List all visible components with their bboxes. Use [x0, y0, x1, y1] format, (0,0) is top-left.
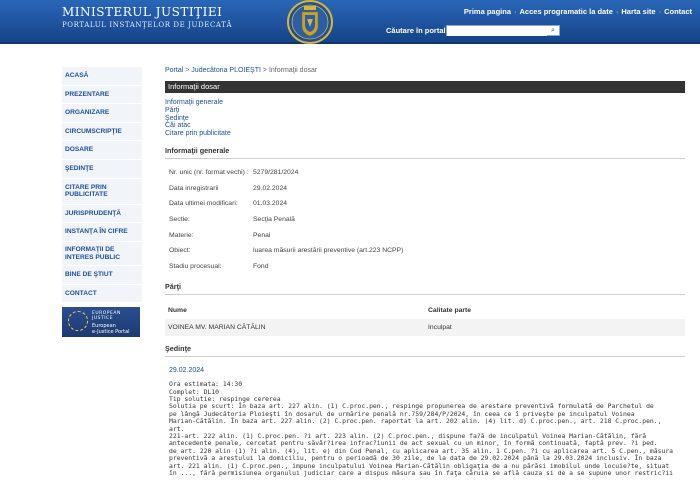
parti-section-title: Părţi [165, 282, 685, 295]
session-details: Ora estimata: 14:30 Complet: DL10 Tip solutie: respinge cererea Solutia pe scurt: În baza art. 227 alin. (1) C.proc.pen., respinge propunerea de arestare preventivă formulată de Parchetul de pe lângă Judecătoria Ploieşti în dosarul de urmărire penală nr.759/284/P/2024, în ceea ce î priveşte pe inculpatul Voinea Marian-Cătălin. În baza art. 227 alin. (2) C.proc.pen. raportat la art. 202 alin. (4) lit. d) C.proc.pen., art. 218 C.proc.pen., art. 221-art. 222 alin. (1) C.proc.pen. ?i art. 223 alin. (2) C.proc.pen., dispune fa?ă de inculpatul Voinea Marian-Cătălin, fără antecedente penale, cercetat pentru săvâr?irea infrac?iunii de act sexual cu un minor, în formă continuată, faptă prev. ?i ped. de art. 220 alin (1) ?i alin. (4), lit. e) din Cod Penal, cu aplicarea art. 35 alin. 1 C.pen. ?i cu aplicarea art. 5 C.pen., măsura preventivă a arestului la domiciliu, pentru o perioadă de 30 zile, de la data de 29.02.2024 până la 29.03.2024 inclusiv. În baza art. 221 alin. (1) C.proc.pen., impune inculpatului Voinea Marian-Cătălin obligaţia de a nu părăsi imobilul unde locuie?te, situat în ..., fără permisiunea organului judiciar care a dispus măsura sau în faţa căruia se află cauza si de a se supune unor restric?ii [169, 380, 674, 478]
banner-bottom-text: European e-Justice Portal [92, 323, 130, 336]
nav-programmatic-access[interactable]: Acces programatic la date [519, 7, 613, 16]
parti-table [165, 302, 685, 336]
table-row: Sectie: Secţia Penală [169, 216, 295, 224]
breadcrumb-current: Informaţii dosar [268, 67, 318, 74]
sidebar-item-prezentare[interactable]: PREZENTARE [62, 86, 142, 105]
table-row: Stadiu procesual: Fond [169, 262, 269, 270]
table-row [165, 319, 685, 336]
main-content [165, 67, 685, 477]
site-header [0, 0, 700, 44]
session-date[interactable]: 29.02.2024 [169, 367, 205, 375]
table-row: Obiect: luarea măsurii arestării preventive (art.223 NCPP) [169, 247, 404, 255]
link-cai-atac[interactable]: Căi atac [165, 122, 191, 130]
party-role: Inculpat [425, 319, 685, 336]
column-header-name: Nume [165, 302, 425, 319]
nav-sitemap[interactable]: Harta site [621, 7, 656, 16]
sidebar-item-contact[interactable]: CONTACT [62, 285, 142, 304]
sidebar-item-sedinte[interactable]: ŞEDINŢE [62, 160, 142, 179]
quick-links [165, 99, 685, 138]
nav-contact[interactable]: Contact [664, 7, 692, 16]
sidebar-item-organizare[interactable]: ORGANIZARE [62, 104, 142, 123]
breadcrumb: Portal > Judecătoria PLOIEŞTI > Informaţii dosar [165, 67, 318, 74]
link-sedinte[interactable]: Şedinţe [165, 114, 189, 122]
sidebar-item-jurisprudenta[interactable]: JURISPRUDENŢĂ [62, 205, 142, 224]
link-informatii-generale[interactable]: Informaţii generale [165, 99, 223, 106]
breadcrumb-court[interactable]: Judecătoria PLOIEŞTI [191, 67, 261, 74]
eu-stars-icon [68, 311, 88, 331]
search-icon[interactable]: ⌕ [551, 26, 555, 34]
table-row: Data inregistrarii 29.02.2024 [169, 184, 288, 192]
table-row: Nr. unic (nr. format vechi) : 5279/281/2024 [169, 169, 299, 177]
search-input[interactable] [447, 27, 547, 36]
general-section-title: Informaţii generale [165, 146, 685, 159]
site-subtitle: PORTALUL INSTANŢELOR DE JUDECATĂ [62, 21, 233, 29]
link-citare[interactable]: Citare prin publicitate [165, 130, 231, 138]
table-row: Data ultimei modificari: 01.03.2024 [169, 200, 288, 208]
sidebar-item-circumscriptie[interactable]: CIRCUMSCRIPŢIE [62, 123, 142, 142]
banner-top-text: EUROPEAN JUSTICE [92, 311, 121, 322]
brand[interactable] [62, 6, 232, 29]
site-title: MINISTERUL JUSTIŢIEI [62, 5, 223, 19]
sidebar-item-citare[interactable]: CITARE PRIN PUBLICITATE [62, 179, 142, 205]
top-navigation: Prima pagina · Acces programatic la date · Harta site · Contact [463, 7, 692, 16]
sidebar-item-informatii-publice[interactable]: INFORMAŢII DE INTERES PUBLIC [62, 242, 142, 266]
table-row: Materie: Penal [169, 231, 271, 239]
column-header-role: Calitate parte [425, 302, 685, 319]
page-title: Informaţii dosar [165, 81, 685, 93]
sidebar-item-home[interactable]: ACASĂ [62, 67, 142, 86]
nav-home[interactable]: Prima pagina [463, 7, 512, 16]
party-name: VOINEA MV. MARIAN CĂTĂLIN [165, 319, 425, 336]
sidebar-item-bine-de-stiut[interactable]: BINE DE ŞTIUT [62, 266, 142, 285]
general-info-table [165, 165, 685, 274]
link-parti[interactable]: Părţi [165, 106, 180, 114]
sidebar-item-dosare[interactable]: DOSARE [62, 141, 142, 160]
sidebar-item-instanta-cifre[interactable]: INSTANŢA ÎN CIFRE [62, 223, 142, 242]
breadcrumb-portal[interactable]: Portal [165, 67, 184, 74]
table-header-row [165, 302, 685, 319]
search-box [446, 25, 560, 36]
search-label: Căutare în portal [386, 26, 446, 35]
sidebar [62, 67, 142, 337]
sedinte-section-title: Şedinţe [165, 344, 685, 357]
coat-of-arms-icon [284, 0, 336, 44]
e-justice-banner[interactable] [62, 307, 140, 337]
